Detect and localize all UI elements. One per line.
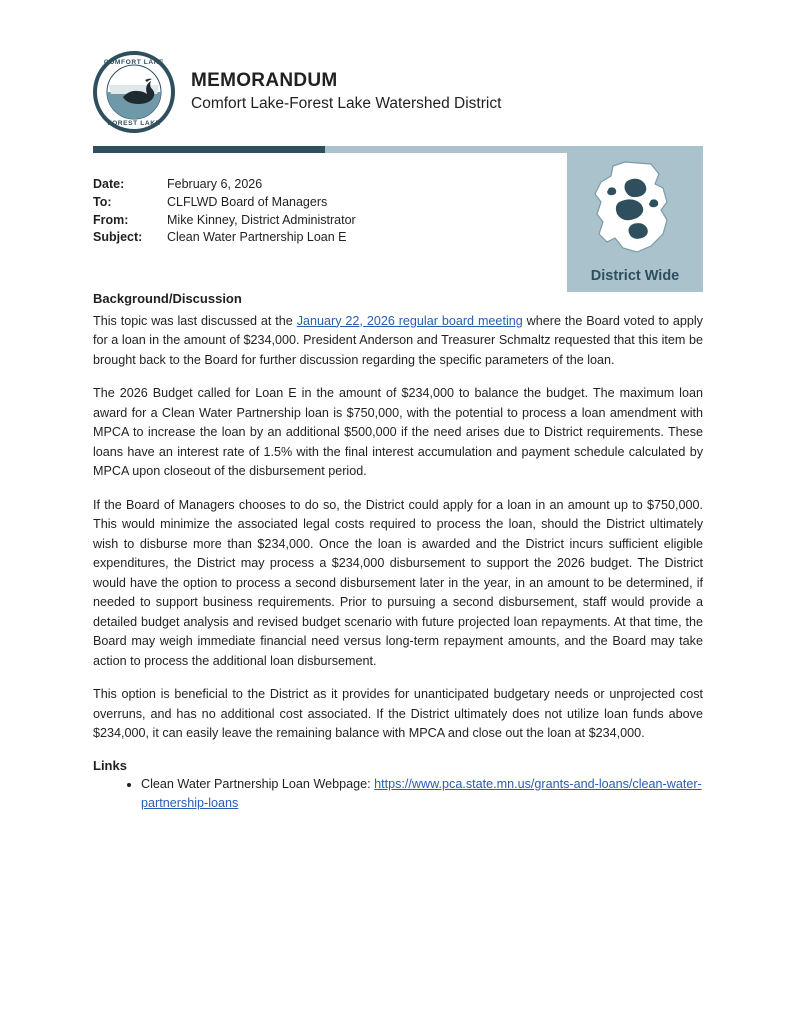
paragraph-2: The 2026 Budget called for Loan E in the amount of $234,000 to balance the budget. The maximum loan award for a Clean Water Partnership loan is $750,000, with the potential to process a loan amendment with MPCA to increase the loan by an additional $500,000 if the need arises due to District requirements. These loans have an interest rate of 1.5% with the final interest accumulation and payment schedule calculated by MPCA upon closeout of the disbursement period. bbox=[93, 386, 703, 479]
district-wide-callout bbox=[567, 152, 703, 292]
svg-text:COMFORT LAKE: COMFORT LAKE bbox=[103, 59, 165, 66]
meta-label-from: From: bbox=[93, 212, 129, 227]
links-list bbox=[93, 775, 703, 814]
meta-row bbox=[93, 194, 523, 212]
meta-row bbox=[93, 212, 523, 230]
meta-value-to: CLFLWD Board of Managers bbox=[167, 194, 328, 209]
cwp-loan-webpage-link[interactable]: https://www.pca.state.mn.us/grants-and-loans/clean-water-partnership-loans bbox=[141, 776, 702, 811]
svg-text:FOREST LAKE: FOREST LAKE bbox=[107, 120, 161, 127]
organization-name: Comfort Lake-Forest Lake Watershed District bbox=[191, 94, 502, 112]
clflwd-logo bbox=[93, 51, 175, 133]
meta-label-subject: Subject: bbox=[93, 230, 143, 245]
district-wide-label: District Wide bbox=[590, 268, 680, 284]
meta-row bbox=[93, 176, 523, 194]
meta-label-date: Date: bbox=[93, 177, 125, 191]
divider-bar-dark bbox=[93, 146, 325, 153]
paragraph-1-text-before: This topic was last discussed at the bbox=[93, 313, 297, 328]
header-text-block bbox=[191, 70, 501, 114]
document-header bbox=[93, 52, 703, 132]
page-title: MEMORANDUM bbox=[191, 70, 338, 91]
paragraph-1 bbox=[93, 312, 703, 371]
meta-label-to: To: bbox=[93, 194, 112, 209]
memo-meta bbox=[93, 176, 523, 247]
meta-value-subject: Clean Water Partnership Loan E bbox=[167, 230, 347, 245]
paragraph-1-text-after: where the Board voted to apply for a loan in the amount of $234,000. President Anderson and Treasurer Schmaltz requested that this item be brought back to the Board for further discussion regarding the specific parameters of the loan. bbox=[93, 313, 703, 367]
section-heading-links: Links bbox=[93, 757, 127, 773]
district-map-icon bbox=[567, 158, 703, 260]
meta-value-from: Mike Kinney, District Administrator bbox=[167, 212, 356, 227]
link-label: Clean Water Partnership Loan Webpage: bbox=[141, 776, 375, 791]
list-item bbox=[141, 775, 703, 814]
paragraph-4: This option is beneficial to the District as it provides for unanticipated budgetary needs or unprojected cost overruns, and has no additional cost associated. If the District ultimately does not utilize loan funds above $234,000, it can easily leave the remaining balance with MPCA and close out the loan at $234,000. bbox=[93, 687, 703, 741]
meta-row bbox=[93, 229, 523, 247]
board-meeting-link[interactable]: January 22, 2026 regular board meeting bbox=[296, 313, 523, 328]
memo-body bbox=[93, 290, 703, 814]
meta-value-date: February 6, 2026 bbox=[167, 177, 263, 191]
paragraph-3: If the Board of Managers chooses to do so, the District could apply for a loan in an amount up to $750,000. This would minimize the associated legal costs required to process the loan, should the District ultimately wish to disburse more than $234,000. Once the loan is awarded and the District incurs sufficient eligible expenditures, the District may process a $234,000 disbursement to support the 2026 budget. The District would have the option to process a second disbursement later in the year, in an amount to be determined, if needed to support business requirements. Prior to pursuing a second disbursement, staff would provide a detailed budget analysis and revised budget scenario with future projected loan repayments. At that time, the Board may weigh immediate financial need versus long-term repayment amounts, and the Board may take action to process the additional loan disbursement. bbox=[93, 497, 703, 668]
section-heading-background: Background/Discussion bbox=[93, 291, 242, 306]
